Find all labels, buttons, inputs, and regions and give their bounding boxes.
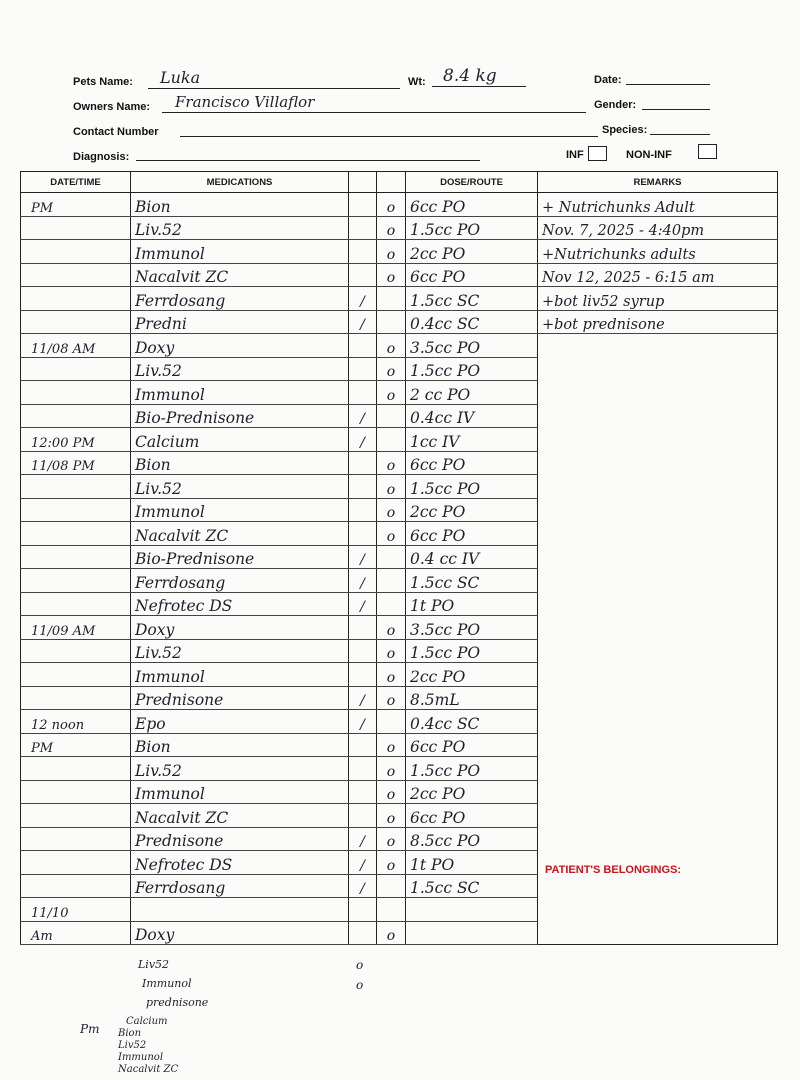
date-cell bbox=[21, 592, 131, 616]
circle-mark-cell: o bbox=[377, 498, 406, 522]
check-mark-cell bbox=[349, 522, 377, 546]
remarks-cell bbox=[538, 639, 778, 663]
weight-line bbox=[432, 86, 526, 87]
check-mark-cell: / bbox=[349, 404, 377, 428]
remarks-cell bbox=[538, 475, 778, 499]
owners-name-value: Francisco Villaflor bbox=[175, 93, 315, 111]
remarks-cell bbox=[538, 757, 778, 781]
date-cell bbox=[21, 780, 131, 804]
medication-cell: Ferrdosang bbox=[131, 287, 349, 311]
inf-label: INF bbox=[566, 149, 584, 161]
dose-route-cell: 6cc PO bbox=[406, 193, 538, 217]
circle-mark-cell bbox=[377, 545, 406, 569]
remarks-cell bbox=[538, 733, 778, 757]
medication-cell: Epo bbox=[131, 710, 349, 734]
medication-cell: Bion bbox=[131, 733, 349, 757]
medication-cell: Liv.52 bbox=[131, 216, 349, 240]
date-cell: 12:00 PM bbox=[21, 428, 131, 452]
table-row bbox=[21, 498, 778, 522]
dose-route-cell: 1.5cc SC bbox=[406, 874, 538, 898]
circle-mark-cell bbox=[377, 428, 406, 452]
check-mark-cell: / bbox=[349, 545, 377, 569]
circle-mark-cell bbox=[377, 404, 406, 428]
remarks-cell bbox=[538, 827, 778, 851]
circle-mark-cell: o bbox=[377, 334, 406, 358]
table-row bbox=[21, 545, 778, 569]
table-row bbox=[21, 263, 778, 287]
table-row bbox=[21, 428, 778, 452]
circle-mark-cell: o bbox=[377, 757, 406, 781]
species-line bbox=[650, 134, 710, 135]
check-mark-cell: / bbox=[349, 310, 377, 334]
remarks-cell bbox=[538, 545, 778, 569]
medication-cell: Calcium bbox=[131, 428, 349, 452]
check-mark-cell bbox=[349, 757, 377, 781]
circle-mark-cell bbox=[377, 569, 406, 593]
circle-mark-cell: o bbox=[377, 240, 406, 264]
circle-mark-cell: o bbox=[377, 733, 406, 757]
dose-route-cell: 6cc PO bbox=[406, 522, 538, 546]
dose-route-cell: 2cc PO bbox=[406, 663, 538, 687]
dose-route-cell: 6cc PO bbox=[406, 733, 538, 757]
remarks-cell bbox=[538, 592, 778, 616]
check-mark-cell: / bbox=[349, 287, 377, 311]
date-cell: 11/09 AM bbox=[21, 616, 131, 640]
remarks-cell bbox=[538, 428, 778, 452]
weight-label: Wt: bbox=[408, 76, 426, 88]
medication-cell: Nefrotec DS bbox=[131, 592, 349, 616]
dose-route-cell: 2cc PO bbox=[406, 780, 538, 804]
medication-cell: Bio-Prednisone bbox=[131, 404, 349, 428]
medication-cell: Nacalvit ZC bbox=[131, 804, 349, 828]
table-row bbox=[21, 827, 778, 851]
table-row bbox=[21, 663, 778, 687]
check-mark-cell bbox=[349, 193, 377, 217]
scribble-pm-line: Immunol bbox=[118, 1052, 164, 1063]
circle-mark-cell: o bbox=[377, 686, 406, 710]
check-mark-cell bbox=[349, 804, 377, 828]
date-cell bbox=[21, 310, 131, 334]
circle-mark-cell: o bbox=[377, 921, 406, 945]
dose-route-cell: 1.5cc PO bbox=[406, 216, 538, 240]
dose-route-cell: 1t PO bbox=[406, 851, 538, 875]
check-mark-cell: / bbox=[349, 710, 377, 734]
table-row bbox=[21, 310, 778, 334]
table-row bbox=[21, 193, 778, 217]
dose-route-cell: 2cc PO bbox=[406, 240, 538, 264]
check-mark-cell bbox=[349, 498, 377, 522]
medication-cell: Liv.52 bbox=[131, 475, 349, 499]
medication-cell: Nacalvit ZC bbox=[131, 522, 349, 546]
table-row bbox=[21, 921, 778, 945]
date-cell bbox=[21, 404, 131, 428]
dose-route-cell: 6cc PO bbox=[406, 451, 538, 475]
dose-route-cell: 1.5cc PO bbox=[406, 475, 538, 499]
dose-route-cell: 1.5cc PO bbox=[406, 357, 538, 381]
date-cell bbox=[21, 357, 131, 381]
pets-name-line bbox=[148, 88, 400, 89]
scribble-circle: o bbox=[356, 978, 364, 992]
remarks-cell bbox=[538, 898, 778, 922]
dose-route-cell: 8.5mL bbox=[406, 686, 538, 710]
date-cell: 11/08 AM bbox=[21, 334, 131, 358]
diagnosis-line bbox=[136, 160, 480, 161]
remarks-cell bbox=[538, 710, 778, 734]
table-body bbox=[21, 193, 778, 945]
dose-route-cell: 6cc PO bbox=[406, 263, 538, 287]
remarks-cell bbox=[538, 663, 778, 687]
circle-mark-cell: o bbox=[377, 451, 406, 475]
remarks-cell: +bot liv52 syrup bbox=[538, 287, 778, 311]
circle-mark-cell: o bbox=[377, 851, 406, 875]
date-cell bbox=[21, 569, 131, 593]
check-mark-cell bbox=[349, 216, 377, 240]
diagnosis-label: Diagnosis: bbox=[73, 151, 130, 163]
medication-cell: Doxy bbox=[131, 334, 349, 358]
dose-route-cell: 2cc PO bbox=[406, 498, 538, 522]
dose-route-cell: 1.5cc PO bbox=[406, 757, 538, 781]
table-row bbox=[21, 357, 778, 381]
date-cell bbox=[21, 545, 131, 569]
table-row bbox=[21, 710, 778, 734]
circle-mark-cell bbox=[377, 710, 406, 734]
remarks-cell: Nov. 7, 2025 - 4:40pm bbox=[538, 216, 778, 240]
medication-cell: Ferrdosang bbox=[131, 569, 349, 593]
circle-mark-cell bbox=[377, 287, 406, 311]
medication-cell: Liv.52 bbox=[131, 639, 349, 663]
remarks-cell: +bot prednisone bbox=[538, 310, 778, 334]
circle-mark-cell: o bbox=[377, 639, 406, 663]
date-cell bbox=[21, 381, 131, 405]
circle-mark-cell: o bbox=[377, 263, 406, 287]
remarks-cell: + Nutrichunks Adult bbox=[538, 193, 778, 217]
scribble-line: prednisone bbox=[146, 996, 209, 1009]
dose-route-cell: 8.5cc PO bbox=[406, 827, 538, 851]
check-mark-cell bbox=[349, 639, 377, 663]
species-label: Species: bbox=[602, 124, 648, 136]
remarks-cell bbox=[538, 522, 778, 546]
medications-header: MEDICATIONS bbox=[131, 172, 349, 193]
medication-cell: Ferrdosang bbox=[131, 874, 349, 898]
remarks-cell bbox=[538, 334, 778, 358]
table-row bbox=[21, 757, 778, 781]
table-row bbox=[21, 898, 778, 922]
remarks-cell bbox=[538, 451, 778, 475]
dose-route-header: DOSE/ROUTE bbox=[406, 172, 538, 193]
medication-cell: Prednisone bbox=[131, 686, 349, 710]
mark-header bbox=[349, 172, 377, 193]
gender-label: Gender: bbox=[594, 99, 637, 111]
table-row bbox=[21, 804, 778, 828]
medication-cell: Doxy bbox=[131, 921, 349, 945]
check-mark-cell bbox=[349, 475, 377, 499]
table-row bbox=[21, 569, 778, 593]
remarks-cell: +Nutrichunks adults bbox=[538, 240, 778, 264]
gender-line bbox=[642, 109, 710, 110]
medication-cell: Immunol bbox=[131, 498, 349, 522]
medication-cell: Immunol bbox=[131, 780, 349, 804]
remarks-cell bbox=[538, 804, 778, 828]
date-cell: PM bbox=[21, 193, 131, 217]
table-row bbox=[21, 240, 778, 264]
date-cell: 11/10 bbox=[21, 898, 131, 922]
medication-cell bbox=[131, 898, 349, 922]
date-line bbox=[626, 84, 710, 85]
scribble-pm-line: Nacalvit ZC bbox=[118, 1064, 179, 1075]
contact-number-line bbox=[180, 136, 598, 137]
table-row bbox=[21, 686, 778, 710]
owners-name-label: Owners Name: bbox=[73, 101, 151, 113]
dose-route-cell: 0.4 cc IV bbox=[406, 545, 538, 569]
dose-route-cell: 1.5cc PO bbox=[406, 639, 538, 663]
check-mark-cell bbox=[349, 663, 377, 687]
remarks-cell bbox=[538, 357, 778, 381]
date-cell: PM bbox=[21, 733, 131, 757]
circle-mark-cell bbox=[377, 310, 406, 334]
circle-mark-cell: o bbox=[377, 381, 406, 405]
circle-mark-cell bbox=[377, 874, 406, 898]
scribble-line: Liv52 bbox=[138, 958, 170, 971]
circle-mark-cell: o bbox=[377, 216, 406, 240]
scribble-line: Immunol bbox=[142, 977, 192, 990]
medication-cell: Bion bbox=[131, 451, 349, 475]
pets-name-label: Pets Name: bbox=[73, 76, 133, 88]
table-row bbox=[21, 616, 778, 640]
circle-mark-cell: o bbox=[377, 193, 406, 217]
table-row bbox=[21, 733, 778, 757]
remarks-cell bbox=[538, 498, 778, 522]
dose-route-cell: 1.5cc SC bbox=[406, 287, 538, 311]
table-row bbox=[21, 287, 778, 311]
dose-route-cell bbox=[406, 921, 538, 945]
check-mark-cell: / bbox=[349, 428, 377, 452]
medication-cell: Nefrotec DS bbox=[131, 851, 349, 875]
table-row bbox=[21, 451, 778, 475]
circle-mark-cell: o bbox=[377, 522, 406, 546]
table-row bbox=[21, 639, 778, 663]
remarks-cell bbox=[538, 921, 778, 945]
check-mark-cell bbox=[349, 921, 377, 945]
circle-mark-cell bbox=[377, 592, 406, 616]
medication-cell: Liv.52 bbox=[131, 757, 349, 781]
check-mark-cell bbox=[349, 898, 377, 922]
check-mark-cell bbox=[349, 263, 377, 287]
date-cell: 12 noon bbox=[21, 710, 131, 734]
dose-route-cell bbox=[406, 898, 538, 922]
circle-mark-cell: o bbox=[377, 780, 406, 804]
remarks-cell bbox=[538, 616, 778, 640]
date-cell bbox=[21, 804, 131, 828]
check-mark-cell bbox=[349, 334, 377, 358]
date-cell bbox=[21, 874, 131, 898]
dose-route-cell: 3.5cc PO bbox=[406, 616, 538, 640]
date-cell bbox=[21, 522, 131, 546]
check-mark-cell bbox=[349, 616, 377, 640]
check-mark-cell: / bbox=[349, 686, 377, 710]
scribble-pm-line: Liv52 bbox=[118, 1040, 147, 1051]
table-row bbox=[21, 592, 778, 616]
dose-route-cell: 6cc PO bbox=[406, 804, 538, 828]
dose-route-cell: 2 cc PO bbox=[406, 381, 538, 405]
check-mark-cell bbox=[349, 357, 377, 381]
dose-route-cell: 3.5cc PO bbox=[406, 334, 538, 358]
dose-route-cell: 1t PO bbox=[406, 592, 538, 616]
check-mark-cell: / bbox=[349, 851, 377, 875]
circle-mark-cell: o bbox=[377, 827, 406, 851]
circle-mark-cell: o bbox=[377, 804, 406, 828]
noninf-checkbox[interactable] bbox=[698, 144, 717, 159]
datetime-header: DATE/TIME bbox=[21, 172, 131, 193]
check-mark-cell bbox=[349, 780, 377, 804]
date-cell bbox=[21, 757, 131, 781]
medication-cell: Liv.52 bbox=[131, 357, 349, 381]
medication-cell: Immunol bbox=[131, 240, 349, 264]
circle-mark-cell: o bbox=[377, 475, 406, 499]
dose-route-cell: 1cc IV bbox=[406, 428, 538, 452]
check-mark-cell: / bbox=[349, 592, 377, 616]
circle-mark-cell: o bbox=[377, 663, 406, 687]
remarks-cell bbox=[538, 404, 778, 428]
weight-value: 8.4 kg bbox=[443, 66, 497, 86]
table-row bbox=[21, 334, 778, 358]
medication-cell: Doxy bbox=[131, 616, 349, 640]
date-cell bbox=[21, 498, 131, 522]
remarks-cell bbox=[538, 569, 778, 593]
circle-header bbox=[377, 172, 406, 193]
medication-table bbox=[20, 171, 778, 945]
dose-route-cell: 0.4cc SC bbox=[406, 710, 538, 734]
date-cell bbox=[21, 475, 131, 499]
table-row bbox=[21, 216, 778, 240]
table-row bbox=[21, 404, 778, 428]
pets-name-value: Luka bbox=[160, 68, 201, 87]
circle-mark-cell: o bbox=[377, 616, 406, 640]
scribble-pm-label: Pm bbox=[80, 1022, 100, 1036]
date-label: Date: bbox=[594, 74, 622, 86]
remarks-cell bbox=[538, 780, 778, 804]
scribble-pm-line: Bion bbox=[118, 1028, 142, 1039]
date-cell bbox=[21, 851, 131, 875]
remarks-cell bbox=[538, 686, 778, 710]
medication-cell: Immunol bbox=[131, 663, 349, 687]
table-row bbox=[21, 475, 778, 499]
inf-checkbox[interactable] bbox=[588, 146, 607, 161]
table-row bbox=[21, 381, 778, 405]
check-mark-cell bbox=[349, 733, 377, 757]
check-mark-cell bbox=[349, 381, 377, 405]
dose-route-cell: 1.5cc SC bbox=[406, 569, 538, 593]
date-cell: 11/08 PM bbox=[21, 451, 131, 475]
check-mark-cell bbox=[349, 240, 377, 264]
remarks-cell bbox=[538, 874, 778, 898]
noninf-label: NON-INF bbox=[626, 149, 672, 161]
check-mark-cell: / bbox=[349, 874, 377, 898]
medication-cell: Bio-Prednisone bbox=[131, 545, 349, 569]
date-cell bbox=[21, 240, 131, 264]
remarks-cell bbox=[538, 381, 778, 405]
table-header-row bbox=[21, 172, 778, 193]
check-mark-cell bbox=[349, 451, 377, 475]
contact-number-label: Contact Number bbox=[73, 126, 159, 138]
date-cell bbox=[21, 263, 131, 287]
medication-cell: Immunol bbox=[131, 381, 349, 405]
circle-mark-cell: o bbox=[377, 357, 406, 381]
table-row bbox=[21, 780, 778, 804]
remarks-header: REMARKS bbox=[538, 172, 778, 193]
owners-name-line bbox=[162, 112, 586, 113]
date-cell bbox=[21, 287, 131, 311]
date-cell bbox=[21, 686, 131, 710]
scribble-circle: o bbox=[356, 958, 364, 972]
check-mark-cell: / bbox=[349, 569, 377, 593]
date-cell bbox=[21, 639, 131, 663]
medication-cell: Prednisone bbox=[131, 827, 349, 851]
date-cell: Am bbox=[21, 921, 131, 945]
dose-route-cell: 0.4cc SC bbox=[406, 310, 538, 334]
patients-belongings-label: PATIENT'S BELONGINGS: bbox=[545, 864, 682, 876]
medication-cell: Nacalvit ZC bbox=[131, 263, 349, 287]
dose-route-cell: 0.4cc IV bbox=[406, 404, 538, 428]
date-cell bbox=[21, 663, 131, 687]
medication-cell: Bion bbox=[131, 193, 349, 217]
date-cell bbox=[21, 827, 131, 851]
table-row bbox=[21, 522, 778, 546]
date-cell bbox=[21, 216, 131, 240]
table-row bbox=[21, 874, 778, 898]
scribble-pm-line: Calcium bbox=[126, 1016, 168, 1027]
circle-mark-cell bbox=[377, 898, 406, 922]
check-mark-cell: / bbox=[349, 827, 377, 851]
remarks-cell: Nov 12, 2025 - 6:15 am bbox=[538, 263, 778, 287]
medication-cell: Predni bbox=[131, 310, 349, 334]
